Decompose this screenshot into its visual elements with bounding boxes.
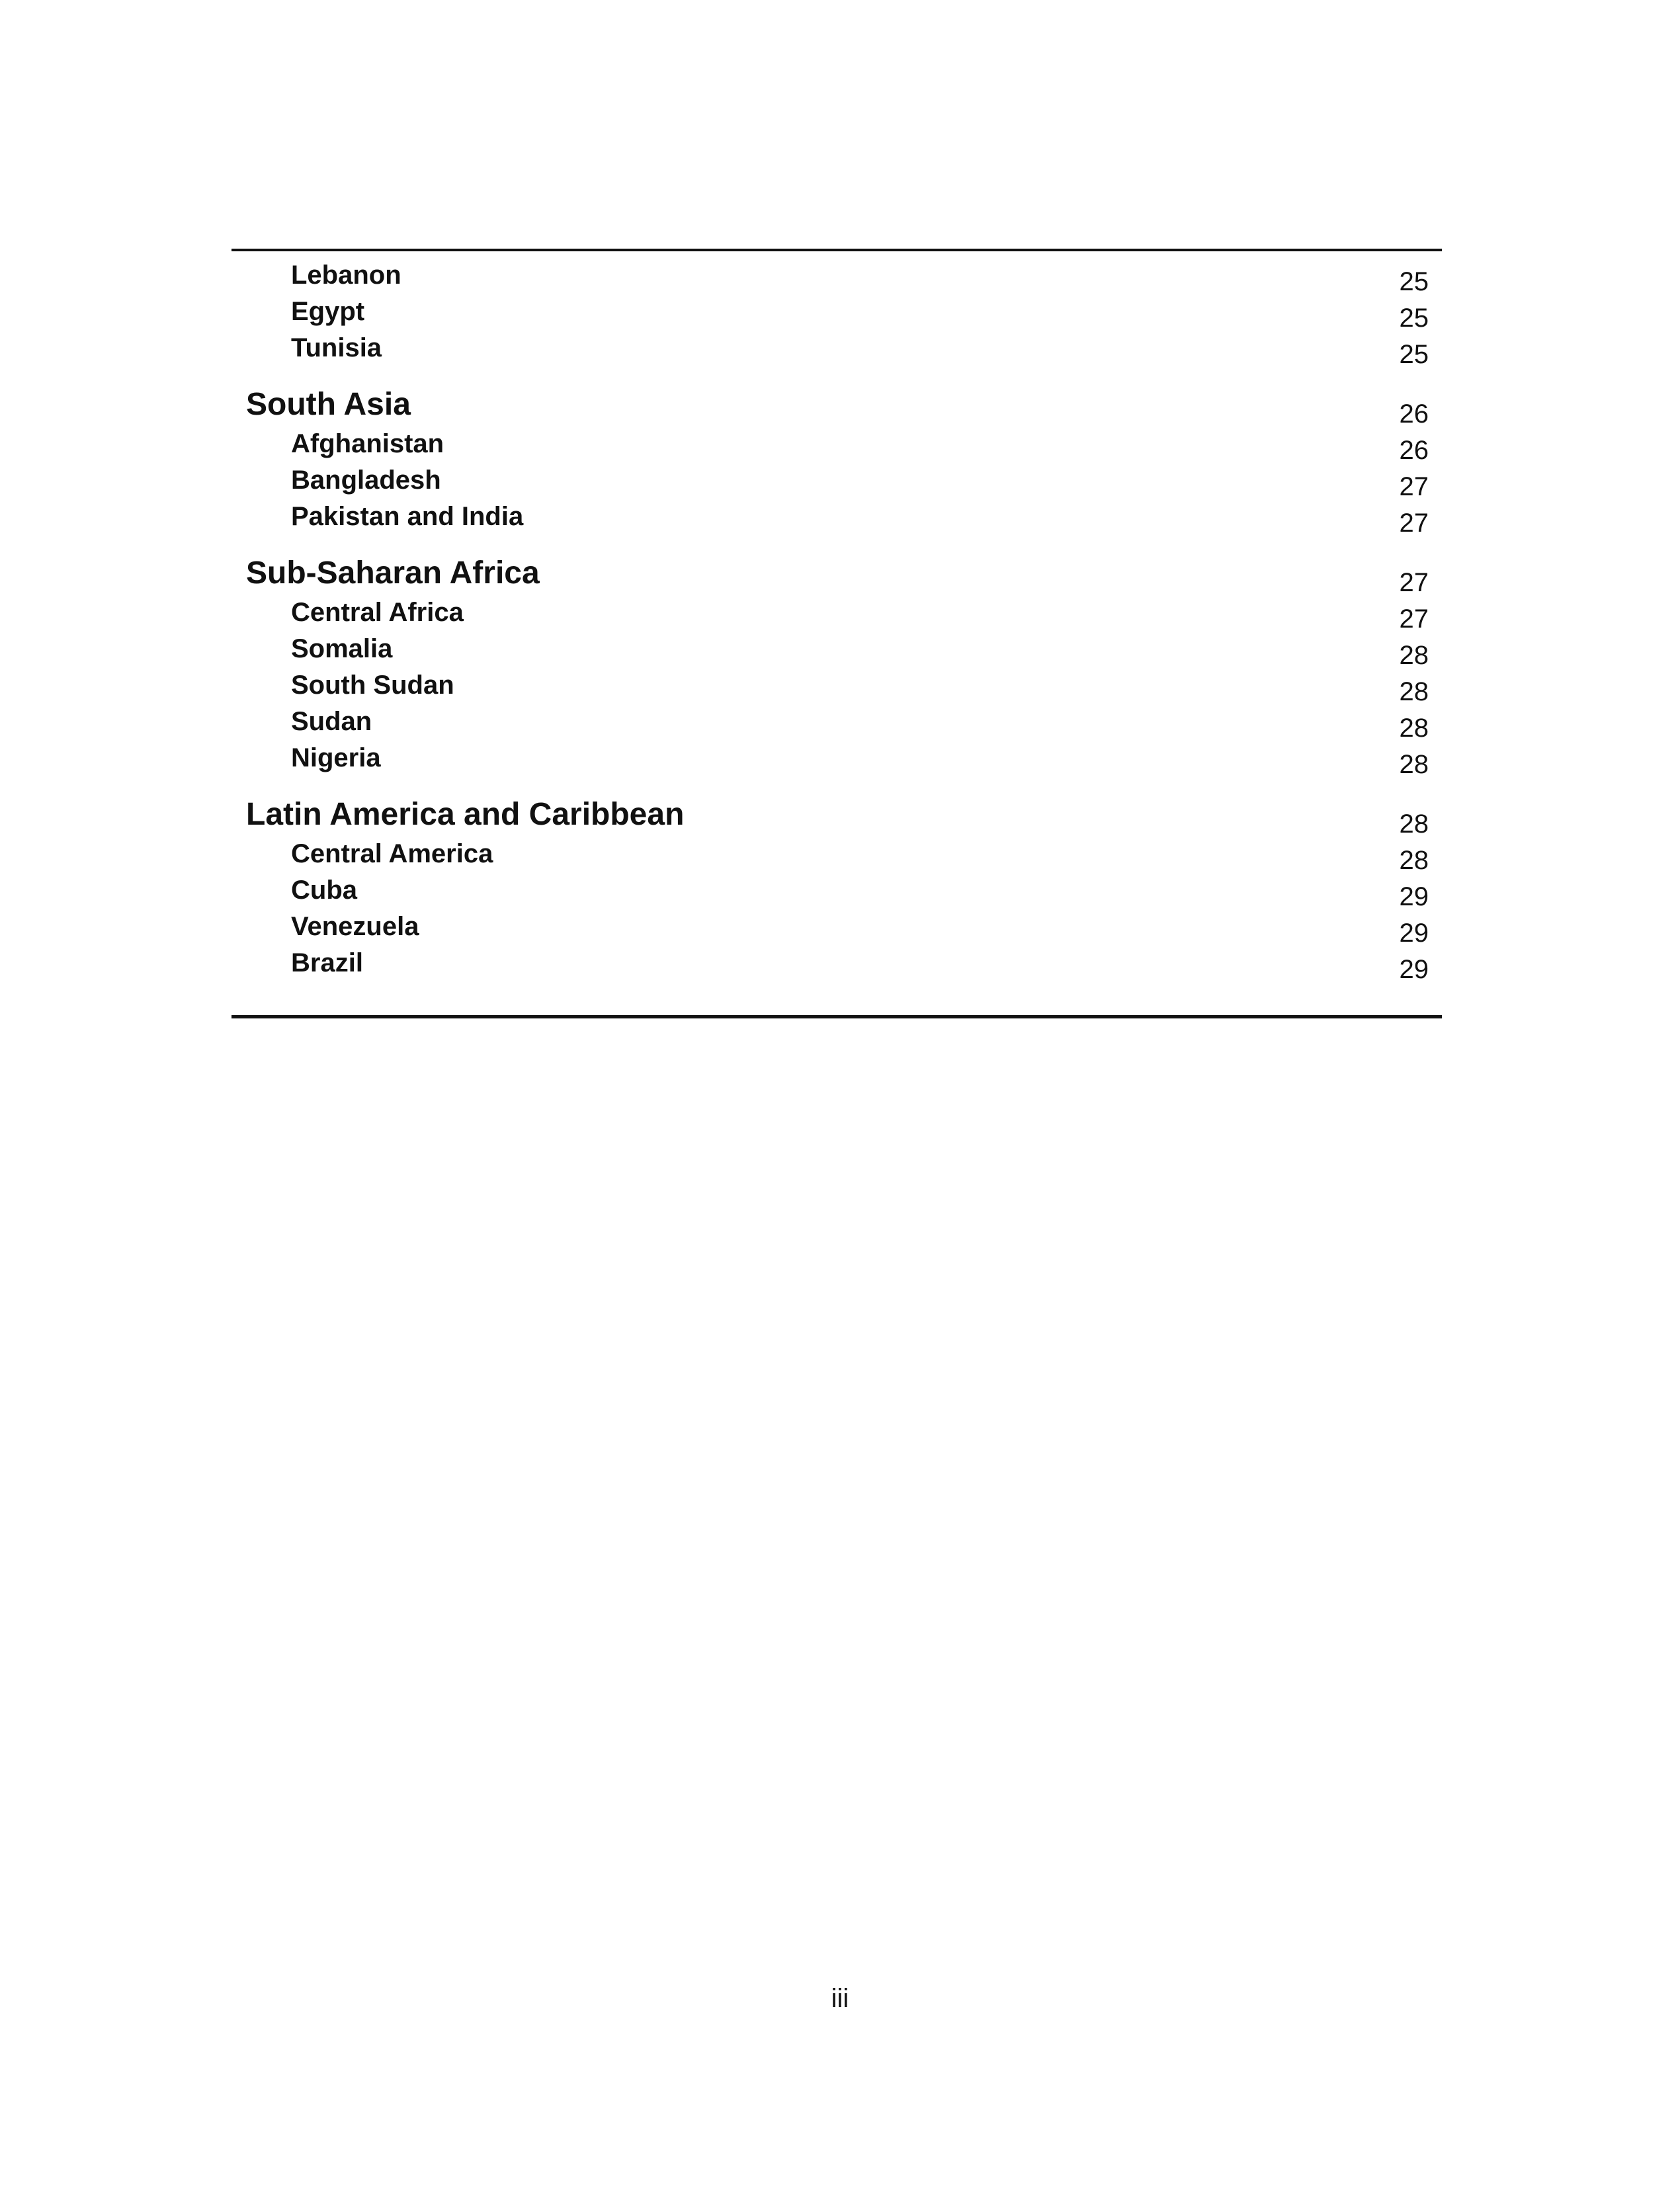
toc-section-south-asia <box>231 382 1442 538</box>
toc-entry-page: 28 <box>1399 750 1429 779</box>
toc-entry[interactable] <box>231 869 1442 911</box>
toc-entry[interactable] <box>231 327 1442 369</box>
toc-entry-page: 28 <box>1399 714 1429 743</box>
toc-entry-page: 29 <box>1399 919 1429 948</box>
toc-section-sub-saharan-africa <box>231 550 1442 779</box>
toc-entry[interactable] <box>231 423 1442 465</box>
toc-entry[interactable] <box>231 833 1442 875</box>
toc-entry-label: Central Africa <box>291 598 464 627</box>
toc-entry-label: South Sudan <box>291 671 454 700</box>
toc-heading-label: Latin America and Caribbean <box>246 797 685 832</box>
toc-entry-label: Venezuela <box>291 912 419 941</box>
toc-entry-page: 26 <box>1399 436 1429 465</box>
toc-entry-label: Nigeria <box>291 743 381 772</box>
page-number: iii <box>831 1984 849 2013</box>
toc-entry[interactable] <box>231 254 1442 296</box>
toc-entry-page: 29 <box>1399 955 1429 984</box>
top-rule <box>231 249 1442 251</box>
toc-heading-page: 28 <box>1399 809 1429 839</box>
toc-entry[interactable] <box>231 905 1442 948</box>
toc-entry-label: Pakistan and India <box>291 502 524 531</box>
table-of-contents <box>231 249 1442 1018</box>
toc-entry-page: 28 <box>1399 677 1429 706</box>
toc-entry[interactable] <box>231 495 1442 538</box>
toc-entry-page: 25 <box>1399 340 1429 369</box>
toc-entry-page: 27 <box>1399 472 1429 501</box>
toc-entry-label: Central America <box>291 839 493 868</box>
toc-section-heading[interactable] <box>231 382 1442 429</box>
toc-entry[interactable] <box>231 664 1442 706</box>
toc-section-heading[interactable] <box>231 550 1442 597</box>
toc-entry[interactable] <box>231 459 1442 501</box>
toc-entry[interactable] <box>231 942 1442 984</box>
toc-heading-page: 26 <box>1399 399 1429 429</box>
toc-entry-page: 28 <box>1399 846 1429 875</box>
toc-entry[interactable] <box>231 700 1442 743</box>
toc-entry-label: Sudan <box>291 707 372 736</box>
toc-entry-page: 29 <box>1399 882 1429 911</box>
toc-entry-label: Bangladesh <box>291 466 441 495</box>
toc-entry-page: 28 <box>1399 641 1429 670</box>
toc-entry[interactable] <box>231 737 1442 779</box>
toc-section-heading[interactable] <box>231 792 1442 839</box>
toc-entry-label: Egypt <box>291 297 365 326</box>
toc-entry-label: Brazil <box>291 948 363 977</box>
toc-entry-label: Somalia <box>291 634 393 663</box>
bottom-rule <box>231 1015 1442 1018</box>
toc-heading-label: South Asia <box>246 387 411 422</box>
toc-entry-page: 27 <box>1399 509 1429 538</box>
toc-entry[interactable] <box>231 628 1442 670</box>
toc-section-middle-east <box>231 254 1442 369</box>
toc-entry[interactable] <box>231 290 1442 333</box>
toc-entry-label: Lebanon <box>291 261 401 290</box>
toc-entry-label: Cuba <box>291 876 357 905</box>
toc-entry-label: Tunisia <box>291 333 382 362</box>
toc-entry-page: 25 <box>1399 267 1429 296</box>
toc-entry-label: Afghanistan <box>291 429 444 458</box>
toc-entry[interactable] <box>231 591 1442 634</box>
toc-entry-page: 25 <box>1399 304 1429 333</box>
toc-heading-label: Sub-Saharan Africa <box>246 556 540 591</box>
toc-heading-page: 27 <box>1399 568 1429 597</box>
toc-entry-page: 27 <box>1399 604 1429 634</box>
toc-section-latin-america <box>231 792 1442 984</box>
